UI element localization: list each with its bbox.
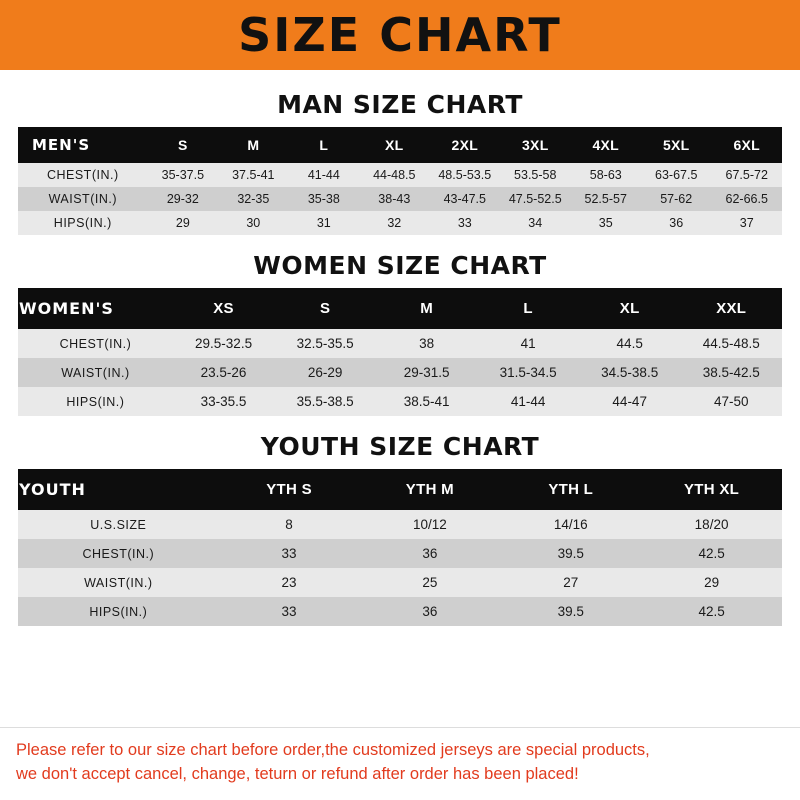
man-cell: 48.5-53.5 xyxy=(438,168,492,182)
table-row xyxy=(18,539,782,568)
table-row xyxy=(18,387,782,416)
youth-table-head xyxy=(18,469,782,510)
women-cell: 38.5-41 xyxy=(403,394,450,409)
man-cell: 67.5-72 xyxy=(725,168,768,182)
women-table-body xyxy=(18,329,782,416)
man-size-section xyxy=(0,74,800,235)
youth-header-cell: YTH M xyxy=(359,469,500,510)
footer-line-1: Please refer to our size chart before order,the customized jerseys are special products, xyxy=(16,741,650,759)
women-cell: 35.5-38.5 xyxy=(296,394,354,409)
youth-cell: 39.5 xyxy=(557,546,584,561)
spacer xyxy=(0,626,800,630)
women-cell: 33-35.5 xyxy=(200,394,247,409)
women-cell: 32.5-35.5 xyxy=(296,336,354,351)
women-cell: 41 xyxy=(520,336,536,351)
table-row xyxy=(18,597,782,626)
man-header-cell: 4XL xyxy=(571,127,641,163)
page-title: SIZE CHART xyxy=(238,8,562,62)
man-section-title: MAN SIZE CHART xyxy=(277,90,523,119)
man-cell: 47.5-52.5 xyxy=(508,192,562,206)
youth-cell: 42.5 xyxy=(698,546,725,561)
man-cell: 34 xyxy=(528,216,543,230)
women-row-label: CHEST(IN.) xyxy=(59,336,132,351)
youth-cell: 23 xyxy=(281,575,297,590)
table-row xyxy=(18,568,782,597)
man-header-cell: L xyxy=(289,127,359,163)
youth-cell: 33 xyxy=(281,604,297,619)
youth-header-cell: YTH L xyxy=(500,469,641,510)
man-row-label: HIPS(IN.) xyxy=(53,216,112,230)
man-header-cell: M xyxy=(218,127,288,163)
table-row xyxy=(18,510,782,539)
footer-line-2: we don't accept cancel, change, teturn or refund after order has been placed! xyxy=(16,765,579,783)
youth-row-label: U.S.SIZE xyxy=(90,517,147,532)
man-cell: 36 xyxy=(669,216,684,230)
table-row xyxy=(18,211,782,235)
man-table-body xyxy=(18,163,782,235)
man-header-cell: 5XL xyxy=(641,127,711,163)
youth-cell: 33 xyxy=(281,546,297,561)
women-cell: 31.5-34.5 xyxy=(499,365,557,380)
women-cell: 26-29 xyxy=(307,365,343,380)
man-cell: 30 xyxy=(246,216,261,230)
man-cell: 37 xyxy=(739,216,754,230)
man-row-label: WAIST(IN.) xyxy=(48,192,117,206)
man-cell: 32 xyxy=(387,216,402,230)
women-cell: 23.5-26 xyxy=(200,365,247,380)
women-size-section xyxy=(0,235,800,416)
man-header-cell: 6XL xyxy=(711,127,782,163)
man-header-cell: S xyxy=(148,127,218,163)
women-header-cell: XL xyxy=(579,288,681,329)
women-cell: 29-31.5 xyxy=(403,365,450,380)
youth-header-cell: YTH S xyxy=(219,469,360,510)
man-cell: 33 xyxy=(457,216,472,230)
man-cell: 62-66.5 xyxy=(725,192,768,206)
man-cell: 58-63 xyxy=(589,168,622,182)
women-cell: 47-50 xyxy=(713,394,749,409)
man-cell: 29 xyxy=(175,216,190,230)
women-header-cell: XS xyxy=(173,288,275,329)
man-header-cell: XL xyxy=(359,127,429,163)
table-header-row xyxy=(18,469,782,510)
table-row xyxy=(18,329,782,358)
youth-cell: 36 xyxy=(422,546,438,561)
women-header-cell: M xyxy=(376,288,478,329)
youth-cell: 18/20 xyxy=(694,517,729,532)
table-header-row xyxy=(18,127,782,163)
women-header-cell: WOMEN'S xyxy=(18,288,173,329)
women-cell: 44.5 xyxy=(616,336,643,351)
man-cell: 41-44 xyxy=(307,168,340,182)
youth-cell: 25 xyxy=(422,575,438,590)
women-size-table xyxy=(18,288,782,416)
man-cell: 29-32 xyxy=(166,192,199,206)
table-row xyxy=(18,358,782,387)
man-header-cell: 3XL xyxy=(500,127,570,163)
man-cell: 35-38 xyxy=(307,192,340,206)
man-header-cell: 2XL xyxy=(430,127,500,163)
man-cell: 35 xyxy=(598,216,613,230)
youth-table-body xyxy=(18,510,782,626)
man-cell: 63-67.5 xyxy=(655,168,698,182)
women-cell: 38.5-42.5 xyxy=(702,365,760,380)
man-cell: 52.5-57 xyxy=(584,192,627,206)
women-cell: 41-44 xyxy=(510,394,546,409)
youth-header-cell: YTH XL xyxy=(641,469,782,510)
table-header-row xyxy=(18,288,782,329)
header-banner-inner xyxy=(0,9,800,61)
women-header-cell: L xyxy=(477,288,579,329)
man-size-table xyxy=(18,127,782,235)
youth-section-title: YOUTH SIZE CHART xyxy=(260,432,540,461)
youth-cell: 14/16 xyxy=(553,517,588,532)
women-header-cell: S xyxy=(274,288,376,329)
man-cell: 53.5-58 xyxy=(514,168,557,182)
youth-cell: 42.5 xyxy=(698,604,725,619)
women-section-title: WOMEN SIZE CHART xyxy=(253,251,547,280)
women-cell: 44.5-48.5 xyxy=(702,336,760,351)
women-table-head xyxy=(18,288,782,329)
women-header-cell: XXL xyxy=(680,288,782,329)
table-row xyxy=(18,187,782,211)
women-cell: 34.5-38.5 xyxy=(601,365,659,380)
man-header-cell: MEN'S xyxy=(18,127,148,163)
women-cell: 29.5-32.5 xyxy=(195,336,253,351)
man-cell: 43-47.5 xyxy=(443,192,486,206)
youth-header-cell: YOUTH xyxy=(18,469,219,510)
man-table-head xyxy=(18,127,782,163)
man-cell: 32-35 xyxy=(237,192,270,206)
youth-size-table xyxy=(18,469,782,626)
man-cell: 31 xyxy=(316,216,331,230)
youth-row-label: WAIST(IN.) xyxy=(84,575,153,590)
youth-cell: 8 xyxy=(285,517,293,532)
youth-cell: 36 xyxy=(422,604,438,619)
table-row xyxy=(18,163,782,187)
youth-row-label: HIPS(IN.) xyxy=(89,604,148,619)
youth-size-section xyxy=(0,416,800,626)
footer-disclaimer xyxy=(0,727,800,800)
youth-row-label: CHEST(IN.) xyxy=(82,546,155,561)
women-cell: 44-47 xyxy=(612,394,647,409)
man-cell: 44-48.5 xyxy=(373,168,416,182)
man-cell: 38-43 xyxy=(378,192,411,206)
women-row-label: WAIST(IN.) xyxy=(61,365,130,380)
man-cell: 35-37.5 xyxy=(161,168,205,182)
man-cell: 57-62 xyxy=(660,192,693,206)
youth-cell: 39.5 xyxy=(557,604,584,619)
man-row-label: CHEST(IN.) xyxy=(46,168,119,182)
youth-cell: 29 xyxy=(704,575,720,590)
header-banner xyxy=(0,0,800,74)
women-cell: 38 xyxy=(419,336,435,351)
women-row-label: HIPS(IN.) xyxy=(66,394,125,409)
youth-cell: 27 xyxy=(563,575,579,590)
man-cell: 37.5-41 xyxy=(232,168,275,182)
youth-cell: 10/12 xyxy=(412,517,447,532)
